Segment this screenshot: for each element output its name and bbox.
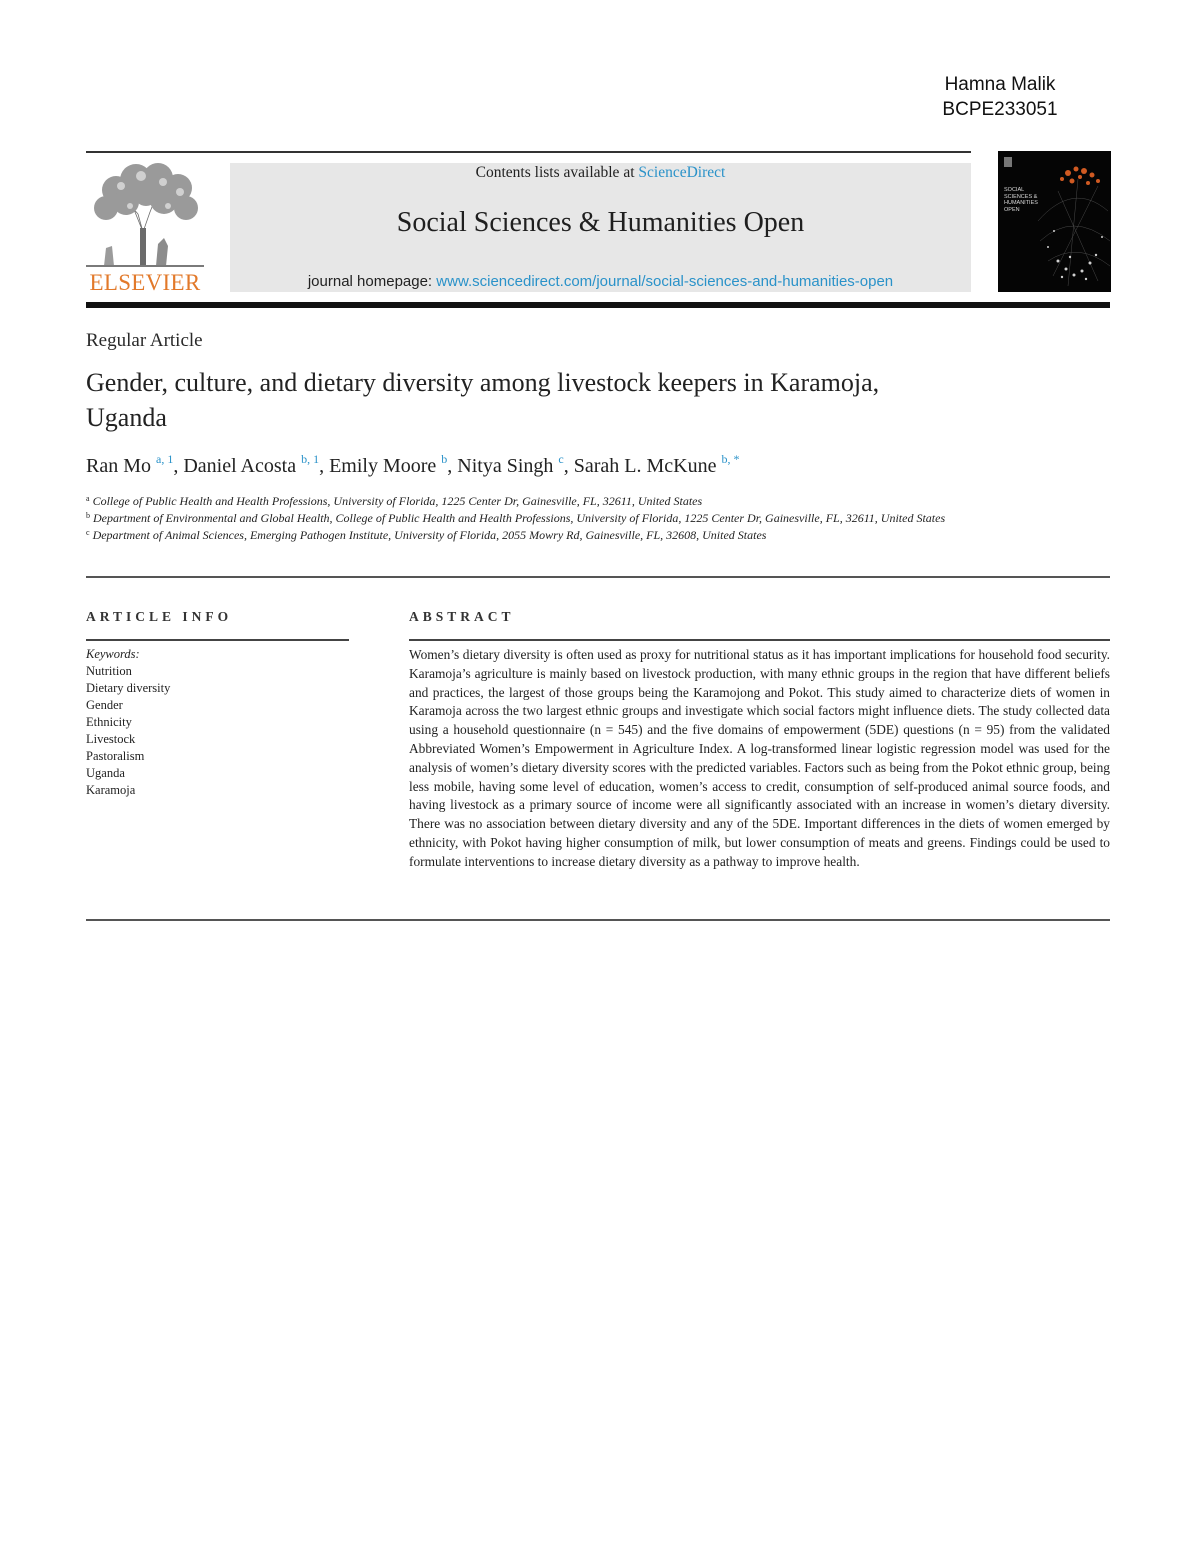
tree-logo-icon [86, 162, 204, 268]
cover-journal-name: SOCIAL SCIENCES & HUMANITIES OPEN [1004, 187, 1038, 213]
cover-globe-icon [998, 151, 1111, 292]
affiliation-marker: c [86, 528, 90, 537]
contents-prefix: Contents lists available at [475, 164, 639, 181]
author[interactable] [329, 452, 458, 477]
affiliation-text: College of Public Health and Health Professions, University of Florida, 1225 Center Dr, Gainesville, FL, 32611, United States [92, 494, 703, 508]
author[interactable] [573, 452, 740, 477]
keyword: Nutrition [86, 664, 132, 678]
affiliation-marker: a [86, 494, 90, 503]
article-info-heading: ARTICLE INFO [86, 609, 233, 624]
author-name: Emily Moore [329, 455, 437, 477]
keywords-list [86, 646, 346, 799]
header-bottom-rule [86, 302, 1110, 308]
keyword: Dietary diversity [86, 681, 171, 695]
author-separator: , [319, 455, 330, 477]
journal-cover-image [998, 151, 1111, 292]
author-affiliation-marker[interactable]: b [441, 452, 448, 466]
sciencedirect-link[interactable]: ScienceDirect [638, 164, 726, 181]
contents-availability [230, 164, 971, 182]
affiliation-text: Department of Animal Sciences, Emerging Pathogen Institute, University of Florida, 2055 Mowry Rd, Gainesville, FL, 32608, United States [92, 528, 767, 542]
student-info [900, 72, 1100, 122]
homepage-prefix: journal homepage: [307, 273, 437, 290]
author[interactable] [457, 452, 574, 477]
keywords-label: Keywords: [86, 647, 140, 661]
abstract-heading: ABSTRACT [409, 609, 515, 624]
abstract-rule [409, 639, 1110, 641]
header-top-rule [86, 151, 971, 153]
author-name: Nitya Singh [457, 455, 554, 477]
affiliation [86, 510, 976, 527]
article-type: Regular Article [86, 330, 203, 351]
author[interactable] [183, 452, 330, 477]
author-affiliation-marker[interactable]: a, 1 [156, 452, 174, 466]
keyword: Uganda [86, 766, 125, 780]
section-divider [86, 576, 1110, 578]
author-list [86, 452, 1086, 480]
author-separator: , [563, 455, 574, 477]
keyword: Ethnicity [86, 715, 132, 729]
publisher-logo-text: ELSEVIER [89, 270, 201, 295]
affiliation [86, 493, 976, 510]
affiliation-marker: b [86, 511, 90, 520]
student-id: BCPE233051 [942, 99, 1058, 120]
affiliation-list [86, 493, 976, 544]
homepage-link[interactable]: www.sciencedirect.com/journal/social-sciences-and-humanities-open [436, 273, 894, 290]
author-affiliation-marker[interactable]: c [558, 452, 564, 466]
keyword: Pastoralism [86, 749, 145, 763]
student-name: Hamna Malik [944, 74, 1056, 95]
affiliation-text: Department of Environmental and Global Health, College of Public Health and Health Professions, University of Florida, 1225 Center Dr, Gainesville, FL, 32611, United States [93, 511, 946, 525]
publisher-logo [86, 162, 204, 296]
abstract-bottom-rule [86, 919, 1110, 921]
author-name: Ran Mo [86, 455, 151, 477]
author-separator: , [173, 455, 184, 477]
author-name: Daniel Acosta [183, 455, 297, 477]
author-separator: , [447, 455, 458, 477]
article-info-rule [86, 639, 349, 641]
keyword: Karamoja [86, 783, 136, 797]
author-affiliation-marker[interactable]: b, * [721, 452, 740, 466]
author[interactable] [86, 452, 184, 477]
author-affiliation-marker[interactable]: b, 1 [301, 452, 320, 466]
abstract-body: Women’s dietary diversity is often used as proxy for nutritional status as it has important implications for household food security. Karamoja’s agriculture is mainly based on livestock production, with many ethnic groups in the region that have different beliefs and practices, the largest of those groups being the Karamojong and Pokot. This study aimed to characterize diets of women in Karamoja across the two largest ethnic groups and investigate which social factors might influence diets. The study collected data using a household questionnaire (n = 545) and the five domains of empowerment (5DE) questions (n = 95) from the validated Abbreviated Women’s Empowerment in Agriculture Index. A log-transformed linear logistic regression model was used for the analysis of women’s dietary diversity scores with the predicted variables. Factors such as being from the Pokot ethnic group, being less mobile, having some level of education, women’s access to credit, consumption of self-produced animal source foods, and having livestock as a primary source of income were all significantly associated with an increase in women’s dietary diversity. There was no association between dietary diversity and any of the 5DE. Important differences in the diets of women emerged by ethnicity, with Pokot having higher consumption of milk, but lower consumption of meats and greens. Findings could be used to formulate interventions to increase dietary diversity as a pathway to improve health. [409, 647, 1110, 869]
keyword: Gender [86, 698, 123, 712]
affiliation [86, 527, 976, 544]
journal-homepage [230, 272, 971, 292]
article-title: Gender, culture, and dietary diversity among livestock keepers in Karamoja, Uganda [86, 368, 880, 432]
journal-title: Social Sciences & Humanities Open [396, 207, 805, 238]
author-name: Sarah L. McKune [573, 455, 717, 477]
keyword: Livestock [86, 732, 136, 746]
